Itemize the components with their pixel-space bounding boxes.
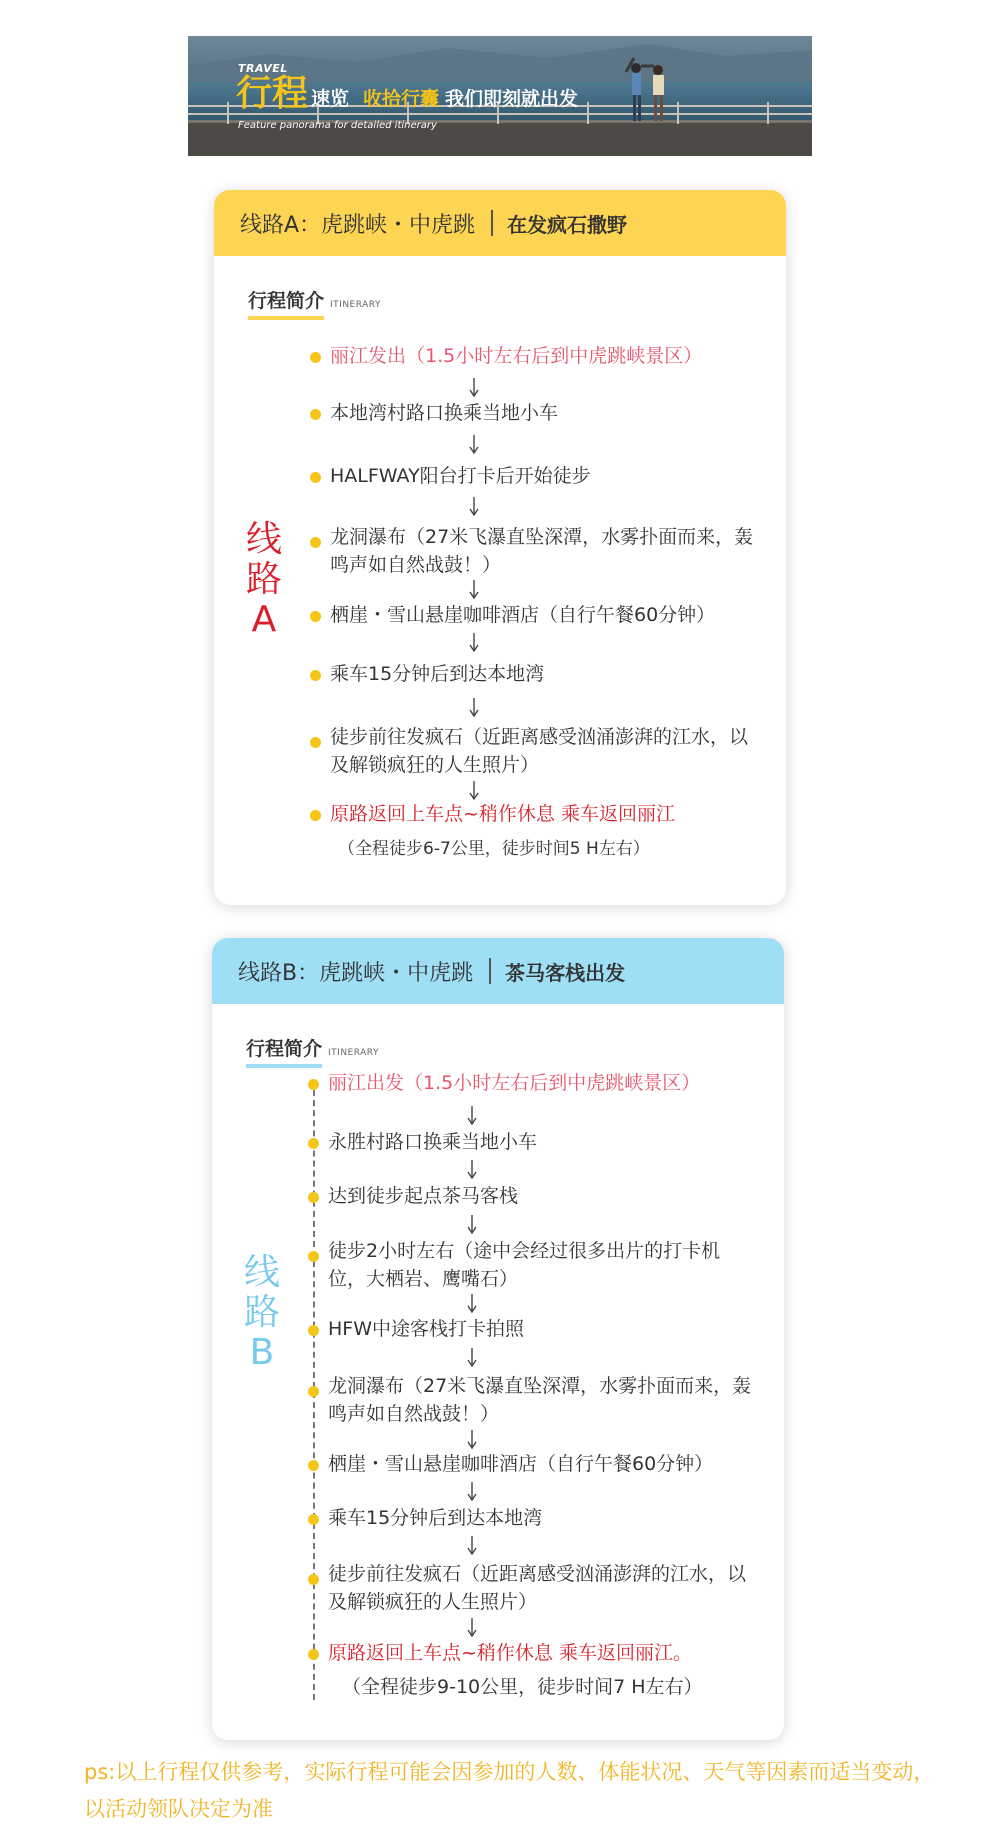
step-dot	[308, 1574, 319, 1585]
route-b-step-2: 永胜村路口换乘当地小车	[328, 1131, 538, 1153]
itinerary-label: 行程简介	[246, 1034, 322, 1068]
step-dot	[308, 1649, 319, 1660]
banner-subtitle: Feature panorama for detailed itinerary	[238, 120, 437, 131]
route-a-step-8: 原路返回上车点~稍作休息 乘车返回丽江	[330, 803, 675, 825]
route-a-tag: 在发疯石撒野	[507, 212, 628, 237]
route-mark-char: 线	[243, 1252, 280, 1293]
banner-title	[236, 74, 578, 114]
route-a-header	[214, 190, 786, 256]
route-a-step-1: 丽江发出（1.5小时左右后到中虎跳峡景区）	[330, 345, 703, 367]
route-b-step-8: 乘车15分钟后到达本地湾	[328, 1507, 543, 1529]
step-dot	[308, 1251, 319, 1262]
itinerary-heading	[248, 286, 381, 320]
step-dot	[310, 737, 321, 748]
arrow-down-icon	[468, 435, 480, 455]
route-b-tag: 茶马客栈出发	[505, 960, 626, 985]
arrow-down-icon	[468, 781, 480, 801]
step-dot	[308, 1138, 319, 1149]
route-mark-char: B	[249, 1332, 275, 1373]
banner-title-a: 速览	[311, 88, 350, 110]
itinerary-en: ITINERARY	[330, 300, 381, 310]
arrow-down-icon	[466, 1430, 478, 1450]
header-divider	[489, 958, 491, 984]
route-b-header	[212, 938, 784, 1004]
route-b-summary-note: （全程徒步9-10公里，徒步时间7 H左右）	[342, 1676, 703, 1698]
route-a-card	[214, 190, 786, 905]
route-b-mark	[242, 1253, 282, 1373]
step-dot	[308, 1325, 319, 1336]
route-a-step-3: HALFWAY阳台打卡后开始徒步	[330, 465, 591, 487]
route-b-step-1: 丽江出发（1.5小时左右后到中虎跳峡景区）	[328, 1072, 701, 1094]
step-dot	[308, 1514, 319, 1525]
itinerary-en: ITINERARY	[328, 1048, 379, 1058]
banner-travel-label: TRAVEL	[238, 62, 288, 75]
route-a-step-4: 龙洞瀑布（27米飞瀑直坠深潭，水雾扑面而来，轰鸣声如自然战鼓！）	[330, 526, 754, 576]
step-dot	[308, 1386, 319, 1397]
arrow-down-icon	[466, 1536, 478, 1556]
header-banner	[188, 36, 812, 156]
arrow-down-icon	[466, 1618, 478, 1638]
arrow-down-icon	[468, 497, 480, 517]
route-mark-char: A	[251, 599, 277, 640]
step-dot	[310, 472, 321, 483]
banner-title-big: 行程	[236, 73, 309, 114]
route-a-step-7: 徒步前往发疯石（近距离感受汹涌澎湃的江水，以及解锁疯狂的人生照片）	[330, 726, 749, 776]
route-b-step-9: 徒步前往发疯石（近距离感受汹涌澎湃的江水，以及解锁疯狂的人生照片）	[328, 1563, 747, 1613]
route-mark-char: 线	[245, 519, 282, 560]
banner-title-b: 收拾行囊	[363, 88, 440, 110]
route-b-step-7: 栖崖・雪山悬崖咖啡酒店（自行午餐60分钟）	[328, 1453, 714, 1475]
step-dot	[308, 1079, 319, 1090]
route-a-step-6: 乘车15分钟后到达本地湾	[330, 663, 545, 685]
route-a-step-2: 本地湾村路口换乘当地小车	[330, 402, 559, 424]
header-divider	[491, 210, 493, 236]
route-a-step-5: 栖崖・雪山悬崖咖啡酒店（自行午餐60分钟）	[330, 604, 716, 626]
route-b-step-10: 原路返回上车点~稍作休息 乘车返回丽江。	[328, 1642, 692, 1664]
step-dot	[310, 409, 321, 420]
route-b-title: 线路B：虎跳峡・中虎跳	[238, 960, 474, 986]
itinerary-heading	[246, 1034, 379, 1068]
step-dot	[310, 670, 321, 681]
arrow-down-icon	[466, 1482, 478, 1502]
itinerary-label: 行程简介	[248, 286, 324, 320]
arrow-down-icon	[466, 1106, 478, 1126]
arrow-down-icon	[468, 698, 480, 718]
step-dot	[310, 810, 321, 821]
route-b-card	[212, 938, 784, 1740]
arrow-down-icon	[466, 1215, 478, 1235]
route-mark-char: 路	[243, 1292, 280, 1333]
step-dot	[310, 352, 321, 363]
step-dot	[310, 537, 321, 548]
arrow-down-icon	[466, 1348, 478, 1368]
route-a-summary-note: （全程徒步6-7公里，徒步时间5 H左右）	[338, 839, 650, 859]
banner-title-c: 我们即刻就出发	[445, 88, 579, 110]
route-a-title: 线路A：虎跳峡・中虎跳	[240, 212, 476, 238]
step-dot	[310, 611, 321, 622]
route-b-step-5: HFW中途客栈打卡拍照	[328, 1318, 525, 1340]
step-dot	[308, 1192, 319, 1203]
arrow-down-icon	[466, 1160, 478, 1180]
step-dot	[308, 1460, 319, 1471]
route-b-step-3: 达到徒步起点茶马客栈	[328, 1185, 519, 1207]
arrow-down-icon	[468, 633, 480, 653]
route-mark-char: 路	[245, 559, 282, 600]
footer-disclaimer: ps:以上行程仅供参考，实际行程可能会因参加的人数、体能状况、天气等因素而适当变动，以活动领队决定为准	[84, 1760, 935, 1821]
arrow-down-icon	[468, 378, 480, 398]
arrow-down-icon	[468, 580, 480, 600]
route-b-step-4: 徒步2小时左右（途中会经过很多出片的打卡机位，大栖岩、鹰嘴石）	[328, 1240, 721, 1290]
arrow-down-icon	[466, 1294, 478, 1314]
route-b-step-6: 龙洞瀑布（27米飞瀑直坠深潭，水雾扑面而来，轰鸣声如自然战鼓！）	[328, 1375, 752, 1425]
route-a-mark	[244, 520, 284, 640]
